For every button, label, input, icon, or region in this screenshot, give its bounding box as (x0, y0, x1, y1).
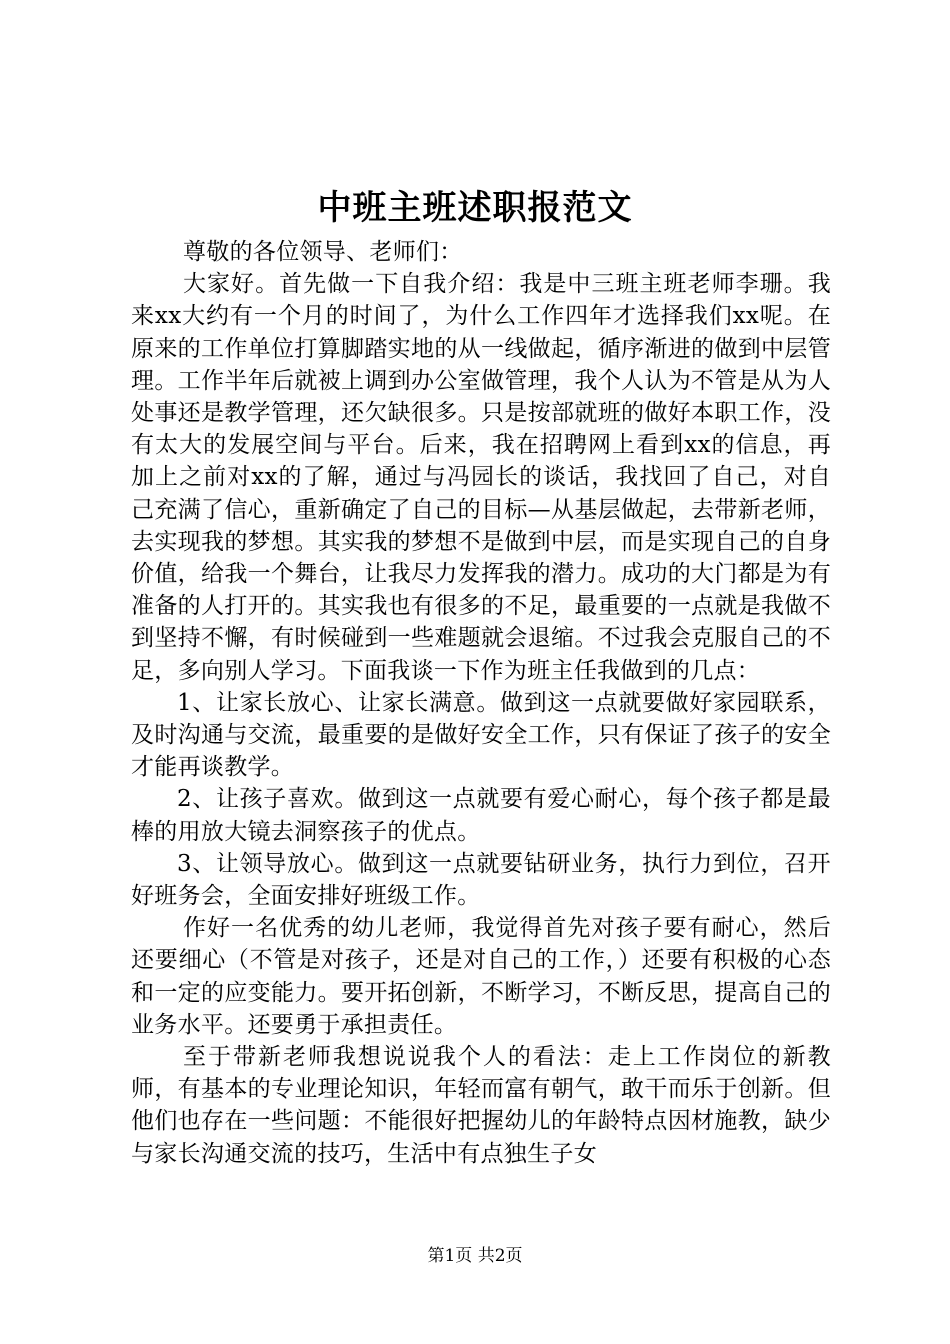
paragraph-point-1: 1、让家长放心、让家长满意。做到这一点就要做好家园联系，及时沟通与交流，最重要的是做好安全工作，只有保证了孩子的安全才能再谈教学。 (131, 689, 831, 781)
document-body (131, 236, 831, 1170)
page-number-footer: 第1页 共2页 (427, 1246, 523, 1266)
paragraph-point-2: 2、让孩子喜欢。做到这一点就要有爱心耐心，每个孩子都是最棒的用放大镜去洞察孩子的优点。 (131, 786, 831, 845)
paragraph-point-3: 3、让领导放心。做到这一点就要钻研业务，执行力到位，召开好班务会，全面安排好班级工作。 (131, 850, 831, 910)
document-title: 中班主班述职报范文 (317, 188, 633, 228)
paragraph-new-teachers: 至于带新老师我想说说我个人的看法：走上工作岗位的新教师，有基本的专业理论知识，年轻而富有朝气，敢干而乐于创新。但他们也存在一些问题：不能很好把握幼儿的年龄特点因材施教，缺少与家长沟通交流的技巧，生活中有点独生子女 (131, 1044, 831, 1167)
paragraph-good-teacher: 作好一名优秀的幼儿老师，我觉得首先对孩子要有耐心，然后还要细心（不管是对孩子，还是对自己的工作，）还要有积极的心态和一定的应变能力。要开拓创新，不断学习，不断反思，提高自己的业务水平。还要勇于承担责任。 (131, 915, 831, 1038)
paragraph-introduction: 大家好。首先做一下自我介绍：我是中三班主班老师李珊。我来xx大约有一个月的时间了，为什么工作四年才选择我们xx呢。在原来的工作单位打算脚踏实地的从一线做起，循序渐进的做到中层管理。工作半年后就被上调到办公室做管理，我个人认为不管是从为人处事还是教学管理，还欠缺很多。只是按部就班的做好本职工作，没有太大的发展空间与平台。后来，我在招聘网上看到xx的信息，再加上之前对xx的了解，通过与冯园长的谈话，我找回了自己，对自己充满了信心，重新确定了自己的目标—从基层做起，去带新老师，去实现我的梦想。其实我的梦想不是做到中层，而是实现自己的自身价值，给我一个舞台，让我尽力发挥我的潜力。成功的大门都是为有准备的人打开的。其实我也有很多的不足，最重要的一点就是我做不到坚持不懈，有时候碰到一些难题就会退缩。不过我会克服自己的不足，多向别人学习。下面我谈一下作为班主任我做到的几点： (131, 271, 831, 684)
paragraph-greeting: 尊敬的各位领导、老师们： (183, 239, 463, 265)
